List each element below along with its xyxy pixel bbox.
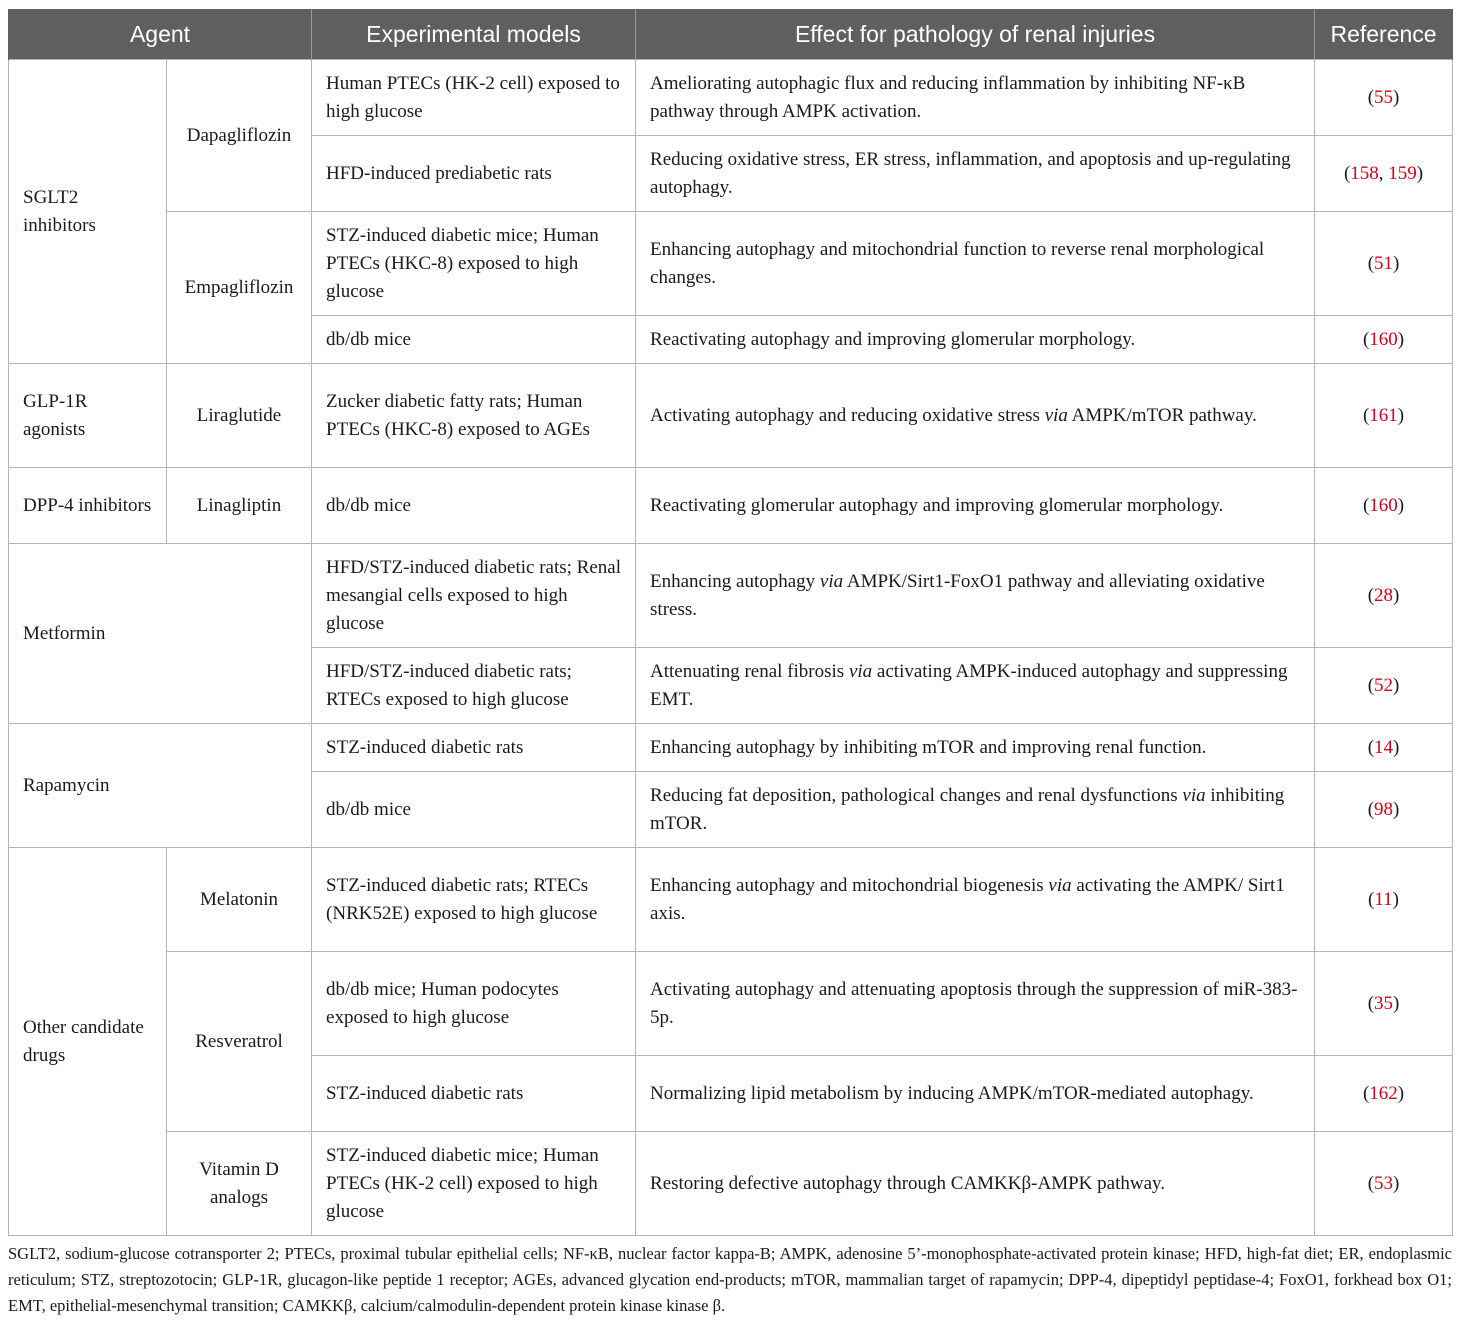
- table-row: [9, 848, 1453, 952]
- reference-cell: [1315, 648, 1453, 724]
- model-cell: HFD/STZ-induced diabetic rats; Renal mesangial cells exposed to high glucose: [312, 544, 636, 648]
- model-cell: db/db mice: [312, 772, 636, 848]
- model-cell: STZ-induced diabetic rats; RTECs (NRK52E) exposed to high glucose: [312, 848, 636, 952]
- model-cell: STZ-induced diabetic rats: [312, 724, 636, 772]
- model-cell: db/db mice: [312, 316, 636, 364]
- reference-link[interactable]: 161: [1369, 404, 1398, 426]
- effect-text: inhibiting mTOR.: [650, 784, 1285, 834]
- model-cell: STZ-induced diabetic rats: [312, 1056, 636, 1132]
- effect-cell: Enhancing autophagy by inhibiting mTOR and improving renal function.: [636, 724, 1315, 772]
- reference-cell: [1315, 1132, 1453, 1236]
- drug-cell: Melatonin: [167, 848, 312, 952]
- table-footnote: SGLT2, sodium-glucose cotransporter 2; PTECs, proximal tubular epithelial cells; NF-κB, nuclear factor kappa-B; AMPK, adenosine 5’-monophosphate-activated protein kinase; HFD, high-fat diet; ER, endoplasmic reticulum; STZ, streptozotocin; GLP-1R, glucagon-like peptide 1 receptor; AGEs, advanced glycation end-products; mTOR, mammalian target of rapamycin; DPP-4, dipeptidyl peptidase-4; FoxO1, forkhead box O1; EMT, epithelial-mesenchymal transition; CAMKKβ, calcium/calmodulin-dependent protein kinase kinase β.: [8, 1244, 1452, 1315]
- reference-link[interactable]: 162: [1369, 1082, 1398, 1104]
- reference-paren: ): [1393, 674, 1400, 696]
- effect-italic: via: [848, 660, 873, 682]
- drug-cell: Empagliflozin: [167, 212, 312, 364]
- effect-italic: via: [1182, 784, 1206, 806]
- effect-text: activating the AMPK/ Sirt1 axis.: [650, 874, 1285, 924]
- reference-paren: ): [1397, 1082, 1405, 1104]
- reference-paren: ): [1416, 162, 1424, 184]
- reference-cell: [1315, 212, 1453, 316]
- effect-text: Enhancing autophagy: [650, 570, 820, 592]
- effect-cell: Enhancing autophagy and mitochondrial function to reverse renal morphological changes.: [636, 212, 1315, 316]
- reference-paren: ): [1393, 992, 1400, 1014]
- drug-cell: Dapagliflozin: [167, 60, 312, 212]
- effect-text: Reducing fat deposition, pathological changes and renal dysfunctions: [650, 784, 1183, 806]
- header-reference: Reference: [1315, 9, 1453, 60]
- reference-link[interactable]: 158: [1350, 162, 1379, 184]
- reference-paren: (: [1362, 328, 1370, 350]
- table-row: [9, 364, 1453, 468]
- model-cell: db/db mice: [312, 468, 636, 544]
- group-cell: Rapamycin: [9, 724, 312, 848]
- table-row: [9, 544, 1453, 648]
- reference-paren: (: [1367, 584, 1375, 606]
- reference-link[interactable]: 11: [1374, 888, 1393, 910]
- effect-cell: Restoring defective autophagy through CAMKKβ-AMPK pathway.: [636, 1132, 1315, 1236]
- reference-paren: (: [1367, 736, 1375, 758]
- table-header-row: [9, 9, 1453, 60]
- reference-paren: (: [1362, 1082, 1370, 1104]
- reference-link[interactable]: 55: [1374, 86, 1394, 108]
- effect-cell: [636, 648, 1315, 724]
- group-cell: GLP-1R agonists: [9, 364, 167, 468]
- reference-paren: (: [1362, 404, 1370, 426]
- model-cell: HFD-induced prediabetic rats: [312, 136, 636, 212]
- reference-link[interactable]: 14: [1374, 736, 1394, 758]
- reference-link[interactable]: 53: [1374, 1172, 1394, 1194]
- effect-italic: via: [819, 570, 844, 592]
- drug-cell: Vitamin D analogs: [167, 1132, 312, 1236]
- reference-paren: ): [1393, 736, 1400, 758]
- effect-cell: Reactivating autophagy and improving glomerular morphology.: [636, 316, 1315, 364]
- reference-link[interactable]: 160: [1369, 494, 1398, 516]
- reference-paren: ): [1397, 404, 1405, 426]
- reference-link[interactable]: 52: [1374, 674, 1394, 696]
- reference-paren: (: [1367, 674, 1375, 696]
- reference-cell: [1315, 364, 1453, 468]
- reference-cell: [1315, 724, 1453, 772]
- reference-paren: ): [1393, 798, 1400, 820]
- header-agent: Agent: [9, 9, 312, 60]
- effect-text: Enhancing autophagy and mitochondrial biogenesis: [650, 874, 1049, 896]
- reference-cell: [1315, 468, 1453, 544]
- reference-link[interactable]: 35: [1374, 992, 1394, 1014]
- effect-text: AMPK/mTOR pathway.: [1067, 404, 1257, 426]
- effect-italic: via: [1044, 404, 1068, 426]
- effect-cell: Reactivating glomerular autophagy and improving glomerular morphology.: [636, 468, 1315, 544]
- reference-cell: [1315, 60, 1453, 136]
- table-row: [9, 468, 1453, 544]
- reference-cell: [1315, 544, 1453, 648]
- reference-paren: ): [1393, 252, 1400, 274]
- effect-cell: [636, 364, 1315, 468]
- reference-paren: (: [1367, 798, 1375, 820]
- reference-paren: ): [1392, 888, 1399, 910]
- reference-paren: (: [1367, 992, 1375, 1014]
- model-cell: Human PTECs (HK-2 cell) exposed to high glucose: [312, 60, 636, 136]
- effect-cell: [636, 772, 1315, 848]
- reference-paren: (: [1362, 494, 1370, 516]
- reference-link[interactable]: 159: [1388, 162, 1417, 184]
- model-cell: STZ-induced diabetic mice; Human PTECs (HKC-8) exposed to high glucose: [312, 212, 636, 316]
- reference-link[interactable]: 98: [1374, 798, 1394, 820]
- reference-link[interactable]: 160: [1369, 328, 1398, 350]
- model-cell: db/db mice; Human podocytes exposed to high glucose: [312, 952, 636, 1056]
- drug-table: [8, 9, 1453, 1236]
- reference-cell: [1315, 1056, 1453, 1132]
- reference-paren: ): [1393, 1172, 1400, 1194]
- effect-cell: Activating autophagy and attenuating apoptosis through the suppression of miR-383-5p.: [636, 952, 1315, 1056]
- header-effect: Effect for pathology of renal injuries: [636, 9, 1315, 60]
- header-experimental-models: Experimental models: [312, 9, 636, 60]
- reference-link[interactable]: 51: [1374, 252, 1394, 274]
- reference-cell: [1315, 848, 1453, 952]
- effect-cell: Normalizing lipid metabolism by inducing AMPK/mTOR-mediated autophagy.: [636, 1056, 1315, 1132]
- effect-cell: [636, 848, 1315, 952]
- reference-paren: (: [1367, 252, 1375, 274]
- reference-paren: ): [1393, 584, 1400, 606]
- effect-text: Attenuating renal fibrosis: [650, 660, 849, 682]
- table-row: [9, 212, 1453, 316]
- group-cell: DPP-4 inhibitors: [9, 468, 167, 544]
- drug-cell: Linagliptin: [167, 468, 312, 544]
- model-cell: HFD/STZ-induced diabetic rats; RTECs exposed to high glucose: [312, 648, 636, 724]
- reference-paren: ): [1393, 86, 1400, 108]
- group-cell: Other candidate drugs: [9, 848, 167, 1236]
- reference-paren: (: [1343, 162, 1351, 184]
- effect-cell: Ameliorating autophagic flux and reducing inflammation by inhibiting NF-κB pathway through AMPK activation.: [636, 60, 1315, 136]
- table-row: [9, 1132, 1453, 1236]
- reference-cell: [1315, 772, 1453, 848]
- reference-separator: ,: [1378, 162, 1389, 184]
- effect-cell: [636, 544, 1315, 648]
- reference-cell: [1315, 136, 1453, 212]
- drug-cell: Liraglutide: [167, 364, 312, 468]
- group-cell: Metformin: [9, 544, 312, 724]
- reference-cell: [1315, 952, 1453, 1056]
- reference-paren: (: [1367, 86, 1375, 108]
- effect-text: activating AMPK-induced autophagy and suppressing EMT.: [650, 660, 1288, 710]
- effect-text: Activating autophagy and reducing oxidative stress: [650, 404, 1045, 426]
- reference-paren: ): [1397, 328, 1405, 350]
- model-cell: STZ-induced diabetic mice; Human PTECs (HK-2 cell) exposed to high glucose: [312, 1132, 636, 1236]
- effect-cell: Reducing oxidative stress, ER stress, inflammation, and apoptosis and up-regulating autophagy.: [636, 136, 1315, 212]
- effect-italic: via: [1048, 874, 1072, 896]
- reference-cell: [1315, 316, 1453, 364]
- table-row: [9, 60, 1453, 136]
- group-cell: SGLT2 inhibitors: [9, 60, 167, 364]
- reference-paren: (: [1367, 1172, 1375, 1194]
- effect-text: AMPK/Sirt1-FoxO1 pathway and alleviating oxidative stress.: [650, 570, 1265, 620]
- reference-paren: (: [1368, 888, 1375, 910]
- reference-paren: ): [1397, 494, 1405, 516]
- table-row: [9, 724, 1453, 772]
- model-cell: Zucker diabetic fatty rats; Human PTECs (HKC-8) exposed to AGEs: [312, 364, 636, 468]
- reference-link[interactable]: 28: [1374, 584, 1394, 606]
- table-row: [9, 952, 1453, 1056]
- drug-cell: Resveratrol: [167, 952, 312, 1132]
